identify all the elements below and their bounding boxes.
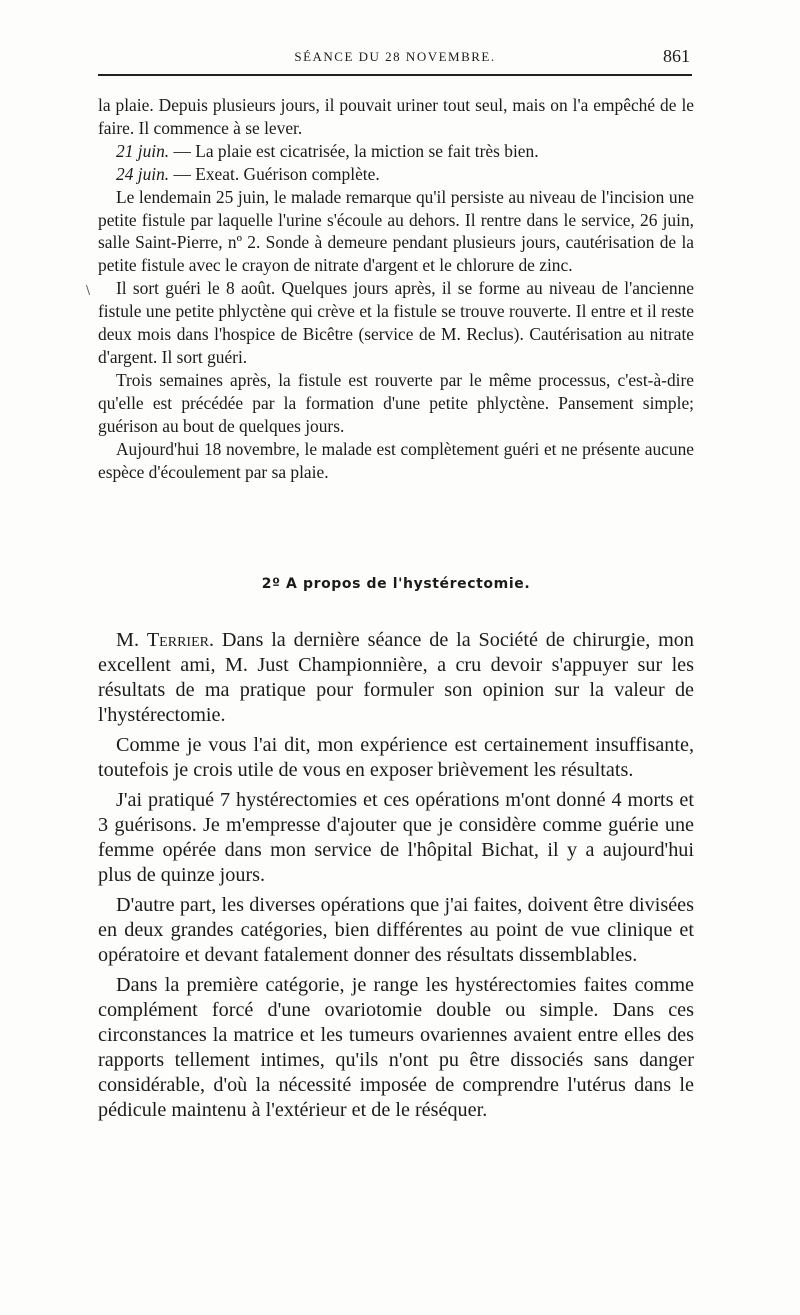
case-report <box>98 94 694 483</box>
discussion-body <box>98 628 694 1128</box>
discussion-paragraph: D'autre part, les diverses opérations que j'ai faites, doivent être divisées en deux grandes catégories, bien différentes au point de vue clinique et opératoire et devant fatalement donner des résultats dissemblables. <box>98 894 694 966</box>
speaker-name: Terrier <box>146 629 209 651</box>
running-title: SÉANCE DU 28 NOVEMBRE. <box>294 49 496 64</box>
case-date: 21 juin. <box>116 140 170 161</box>
case-paragraph: Aujourd'hui 18 novembre, le malade est complètement guéri et ne présente aucune espèce d'écoulement par sa plaie. <box>98 438 694 482</box>
case-paragraph: la plaie. Depuis plusieurs jours, il pouvait uriner tout seul, mais on l'a empêché de le faire. Il commence à se lever. <box>98 95 694 138</box>
case-date: 24 juin. <box>116 163 170 184</box>
discussion-paragraph: J'ai pratiqué 7 hystérectomies et ces opérations m'ont donné 4 morts et 3 guérisons. Je m'empresse d'ajouter que je considère comme guérie une femme opérée dans mon service de l'hôpital Bichat, il y a aujourd'hui plus de quinze jours. <box>98 789 694 886</box>
page-number: 861 <box>663 46 690 66</box>
case-paragraph: Trois semaines après, la fistule est rouverte par le même processus, c'est-à-dire qu'elle est précédée par la formation d'une petite phlyctène. Pansement simple; guérison au bout de quelques jours. <box>98 369 694 436</box>
discussion-paragraph: Dans la première catégorie, je range les hystérectomies faites comme complément forcé d'une ovariotomie double ou simple. Dans ces circonstances la matrice et les tumeurs ovariennes avaient entre elles des rapports tellement intimes, qu'ils n'ont pu être dissociés sans danger considérable, d'où la nécessité imposée de comprendre l'utérus dans le pédicule maintenu à l'extérieur et de le réséquer. <box>98 974 694 1121</box>
case-paragraph: Il sort guéri le 8 août. Quelques jours après, il se forme au niveau de l'ancienne fistule une petite phlyctène qui crève et la fistule se trouve rouverte. Il entre et il reste deux mois dans l'hospice de Bicêtre (service de M. Reclus). Cautérisation au nitrate d'argent. Il sort guéri. <box>98 278 694 367</box>
page-header <box>98 40 692 76</box>
case-paragraph: 21 juin. — La plaie est cicatrisée, la miction se fait très bien. <box>116 140 539 161</box>
case-paragraph: Le lendemain 25 juin, le malade remarque qu'il persiste au niveau de l'incision une petite fistule par laquelle l'urine s'écoule au dehors. Il rentre dans le service, 26 juin, salle Saint-Pierre, nº 2. Sonde à demeure pendant plusieurs jours, cautérisation de la petite fistule avec le crayon de nitrate d'argent et le chlorure de zinc. <box>98 186 694 276</box>
section-heading: 2º A propos de l'hystérectomie. <box>261 576 531 592</box>
discussion-paragraph: M. Terrier. Dans la dernière séance de la Société de chirurgie, mon excellent ami, M. Just Championnière, a cru devoir s'appuyer sur les résultats de ma pratique pour formuler son opinion sur la valeur de l'hystérectomie. <box>98 629 694 726</box>
margin-mark: \ <box>86 283 91 297</box>
discussion-paragraph: Comme je vous l'ai dit, mon expérience est certainement insuffisante, toutefois je crois utile de vous en exposer brièvement les résultats. <box>98 734 694 781</box>
case-paragraph: 24 juin. — Exeat. Guérison complète. <box>116 163 380 184</box>
